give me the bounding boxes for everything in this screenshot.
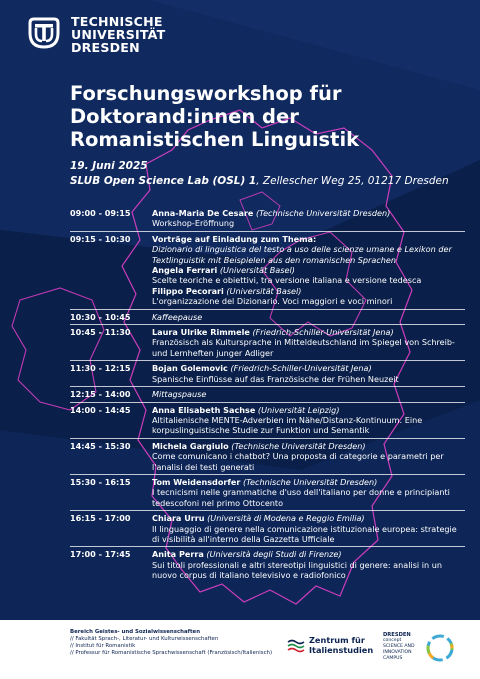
schedule-row <box>70 402 465 438</box>
speaker-line <box>152 234 465 244</box>
title-line-1: Forschungsworkshop für <box>70 82 342 105</box>
tu-dresden-logo-icon <box>26 15 62 51</box>
speaker-line <box>152 363 465 373</box>
dc-line-4: INNOVATION CAMPUS <box>383 650 412 661</box>
speaker-line <box>152 513 465 523</box>
speaker-affiliation: (Technische Universität Dresden) <box>242 476 378 487</box>
event-date: 19. Juni 2025 <box>70 160 148 172</box>
logo-line-3: DRESDEN <box>71 40 140 56</box>
talk-description: Il linguaggio di genere nella comunicazione istituzionale europea: strategie di visibilità all'interno della Gazzetta Ufficiale <box>152 523 457 544</box>
zentrum-italienstudien-logo <box>287 636 373 655</box>
page-title <box>70 82 460 151</box>
talk-description: Französisch als Kultursprache in Mitteldeutschland im Spiegel von Schreib- und Lernheften junger Adliger <box>152 337 455 358</box>
talk-description: Altitalienische MENTE-Adverbien im Nähe/Distanz-Kontinuum. Eine korpuslinguistische Studie zur Funktion und Semantik <box>152 414 423 436</box>
schedule-time: 14:00 - 14:45 <box>70 404 131 415</box>
speaker-name: Angela Ferrari <box>152 265 218 276</box>
speaker-name: Anita Perra <box>152 549 204 560</box>
zfi-wordmark <box>309 636 373 655</box>
dresden-concept-wordmark <box>383 632 421 662</box>
speaker-affiliation: (Technische Universität Dresden) <box>255 208 391 218</box>
schedule-body <box>152 232 465 309</box>
schedule-row <box>70 309 465 324</box>
schedule-body <box>152 325 465 360</box>
speaker-line <box>152 208 465 218</box>
speaker-name: Chiara Urru <box>152 513 205 524</box>
talk-description: Spanische Einflüsse auf das Französische der Frühen Neuzeit <box>152 373 399 384</box>
speaker-affiliation: (Universität Basel) <box>219 265 295 276</box>
speaker-line <box>152 265 465 275</box>
speaker-name: Filippo Pecorari <box>152 285 224 296</box>
speaker-line <box>152 441 465 451</box>
faculty-line-3: // Professur für Romanistische Sprachwissenschaft (Französisch/Italienisch) <box>70 650 273 656</box>
speaker-name: Michela Gargiulo <box>152 440 229 451</box>
schedule-body <box>152 547 465 582</box>
faculty-info <box>70 629 272 657</box>
dresden-concept-ring-icon <box>424 632 456 664</box>
speaker-line <box>152 477 465 487</box>
schedule-time: 16:15 - 17:00 <box>70 513 131 524</box>
title-line-2: Doktorand:innen der <box>70 105 299 128</box>
schedule-time: 12:15 - 14:00 <box>70 389 131 400</box>
speaker-affiliation: (Friedrich-Schiller-Universität Jena) <box>252 327 394 338</box>
venue-address: , Zellescher Weg 25, 01217 Dresden <box>256 175 449 187</box>
logo-line-1: TECHNISCHE <box>71 14 163 29</box>
schedule-body <box>152 475 465 510</box>
schedule-time: 10:45 - 11:30 <box>70 327 131 338</box>
schedule-row <box>70 386 465 401</box>
schedule-body <box>152 310 465 324</box>
schedule-row <box>70 324 465 360</box>
dc-line-2: concept <box>383 638 402 643</box>
speaker-affiliation: (Universität Leipzig) <box>257 404 340 415</box>
tu-dresden-logo <box>26 15 165 55</box>
speaker-line <box>152 327 465 337</box>
faculty-line-1: // Fakultät Sprach-, Literatur- und Kulturwissenschaften <box>70 636 219 642</box>
zfi-line-2: Italienstudien <box>309 644 374 655</box>
schedule-body <box>152 439 465 474</box>
talk-description: Kaffeepause <box>152 311 203 322</box>
schedule-time: 09:15 - 10:30 <box>70 233 131 244</box>
speaker-line <box>152 405 465 415</box>
talk-description: Workshop-Eröffnung <box>152 218 235 229</box>
schedule-body <box>152 511 465 546</box>
talk-description: I tecnicismi nelle grammatiche d'uso dell'italiano per donne e principianti tedescofoni nel primo Ottocento <box>152 487 450 508</box>
dc-line-1: DRESDEN <box>383 632 411 638</box>
talk-description: Come comunicano i chatbot? Una proposta di categorie e parametri per l'analisi dei testi generati <box>152 451 444 472</box>
speaker-affiliation: (Università di Modena e Reggio Emilia) <box>207 513 365 524</box>
speaker-name: Anna Elisabeth Sachse <box>152 404 256 415</box>
schedule-time: 14:45 - 15:30 <box>70 440 131 451</box>
speaker-name: Bojan Golemovic <box>152 363 228 374</box>
faculty-heading: Bereich Geistes- und Sozialwissenschaften <box>70 629 201 635</box>
speaker-name: Laura Ulrike Rimmele <box>152 327 250 338</box>
event-venue <box>70 175 449 187</box>
speaker-line <box>152 286 465 296</box>
logo-line-2: UNIVERSITÄT <box>71 27 166 43</box>
speaker-affiliation: (Universität Basel) <box>226 285 302 296</box>
speaker-affiliation: (Friedrich-Schiller-Universität Jena) <box>230 363 372 374</box>
dc-line-3: SCIENCE AND <box>383 644 415 649</box>
schedule-table <box>70 206 465 583</box>
faculty-line-2: // Institut für Romanistik <box>70 643 136 649</box>
schedule-row <box>70 438 465 474</box>
talk-description: Dizionario di linguistica del testo a uso delle scienze umane e Lexikon der Textlinguistik mit Beispielen aus den romanischen Sprachen <box>152 244 452 265</box>
speaker-line <box>152 549 465 559</box>
schedule-body <box>152 206 465 231</box>
schedule-row <box>70 231 465 309</box>
speaker-name: Vorträge auf Einladung zum Thema: <box>152 233 317 244</box>
schedule-body <box>152 403 465 438</box>
schedule-time: 10:30 - 10:45 <box>70 311 131 322</box>
speaker-affiliation: (Technische Universität Dresden) <box>231 440 366 451</box>
talk-description: Sui titoli professionali e altri stereotipi linguistici di genere: analisi in un nuovo corpus di italiano televisivo e radiofonico <box>152 559 442 581</box>
schedule-body <box>152 361 465 386</box>
speaker-affiliation: (Università degli Studi di Firenze) <box>206 549 342 560</box>
schedule-time: 17:00 - 17:45 <box>70 549 131 560</box>
zfi-waves-icon <box>287 639 305 653</box>
schedule-row <box>70 510 465 546</box>
schedule-row <box>70 546 465 582</box>
talk-description: Scelte teoriche e obiettivi, tra versione italiana e versione tedesca <box>152 275 422 286</box>
schedule-body <box>152 387 465 401</box>
schedule-row <box>70 360 465 386</box>
schedule-time: 09:00 - 09:15 <box>70 208 131 218</box>
schedule-row <box>70 474 465 510</box>
dresden-concept-logo <box>383 632 456 664</box>
speaker-name: Anna-Maria De Cesare <box>152 208 254 218</box>
zfi-line-1: Zentrum für <box>309 635 365 645</box>
speaker-name: Tom Weidensdorfer <box>152 476 241 487</box>
venue-name: SLUB Open Science Lab (OSL) 1 <box>70 175 257 187</box>
schedule-time: 11:30 - 12:15 <box>70 363 131 374</box>
footer <box>0 620 480 679</box>
title-line-3: Romanistischen Linguistik <box>70 128 360 151</box>
schedule-row <box>70 206 465 231</box>
logo-wordmark <box>71 15 165 55</box>
talk-description: Mittagspause <box>152 389 207 400</box>
schedule-time: 15:30 - 16:15 <box>70 476 131 487</box>
talk-description: L'organizzazione del Dizionario. Voci maggiori e voci minori <box>152 296 393 307</box>
